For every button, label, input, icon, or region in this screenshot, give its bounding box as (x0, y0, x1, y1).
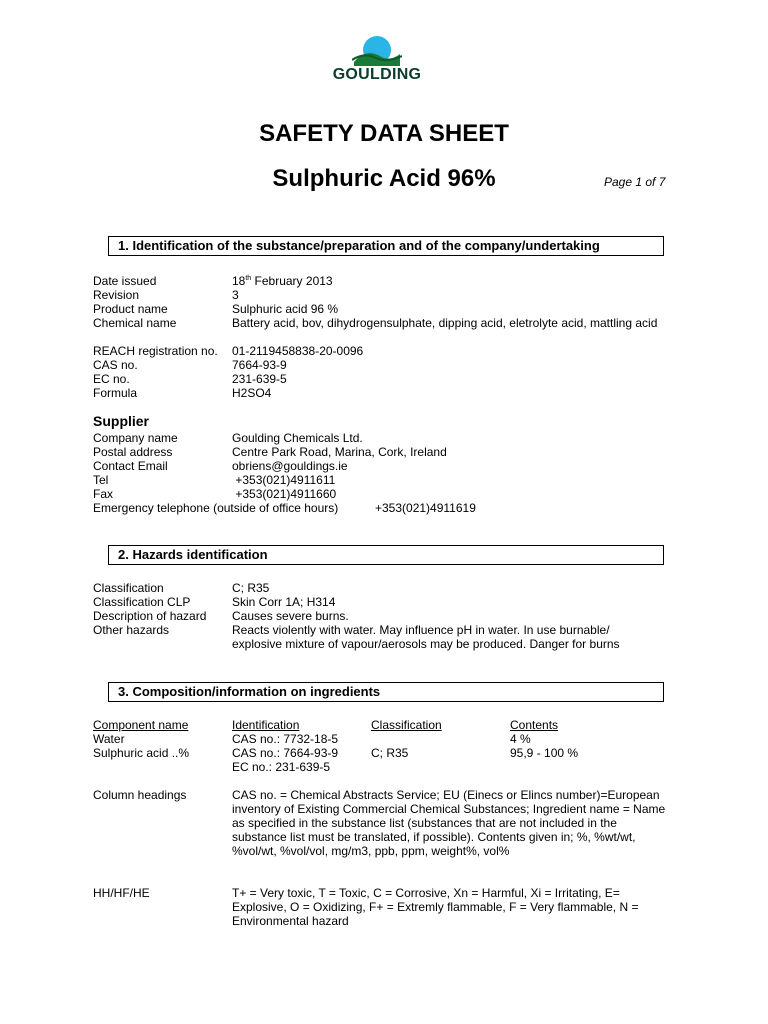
column-header: Identification (232, 718, 300, 732)
field-value: 231-639-5 (232, 372, 287, 386)
field-value: Sulphuric acid 96 % (232, 302, 339, 316)
column-headings-text: CAS no. = Chemical Abstracts Service; EU (Einecs or Elincs number)=European inventory of Existing Commercial Chemical Substances; Ingredient name = Name as specified in the substance list (substances that are not included in the substance list must be translated, if possible). Contents given in; %, %wt/wt, %vol/wt, %vol/vol, mg/m3, ppb, ppm, weight%, vol% (232, 788, 666, 858)
field-label: Other hazards (93, 623, 170, 637)
field-value: Causes severe burns. (232, 609, 349, 623)
field-label: Revision (93, 288, 140, 302)
field-label: Classification CLP (93, 595, 191, 609)
emergency-value: +353(021)4911619 (375, 501, 476, 515)
field-label: Company name (93, 431, 178, 445)
goulding-sun-hill-icon (352, 36, 402, 66)
emergency-label: Emergency telephone (outside of office hours) (93, 501, 339, 515)
section-2-heading-text: 2. Hazards identification (118, 547, 268, 562)
section-3-heading (108, 682, 664, 702)
field-label: Chemical name (93, 316, 177, 330)
field-value: Reacts violently with water. May influence pH in water. In use burnable/ explosive mixture of vapour/aerosols may be produced. Danger for burns (232, 623, 620, 651)
field-label: Date issued (93, 274, 157, 288)
table-cell: Sulphuric acid ..% (93, 746, 190, 760)
date-issued-value: 18th February 2013 (232, 274, 333, 288)
table-cell: CAS no.: 7732-18-5 (232, 732, 339, 746)
field-label: Formula (93, 386, 138, 400)
field-value: +353(021)4911611 (232, 473, 336, 487)
field-value: C; R35 (232, 581, 270, 595)
section-1-heading (108, 236, 664, 256)
logo-text: GOULDING (332, 66, 422, 83)
table-cell: 4 % (510, 732, 531, 746)
field-value: Centre Park Road, Marina, Cork, Ireland (232, 445, 447, 459)
table-cell: EC no.: 231-639-5 (232, 760, 331, 774)
field-label: Description of hazard (93, 609, 207, 623)
contact-email: obriens@gouldings.ie (232, 459, 348, 473)
field-label: Tel (93, 473, 109, 487)
column-headings-label: Column headings (93, 788, 187, 802)
table-cell: CAS no.: 7664-93-9 (232, 746, 339, 760)
column-header: Contents (510, 718, 559, 732)
field-label: Classification (93, 581, 164, 595)
column-header: Component name (93, 718, 189, 732)
goulding-logo (332, 36, 422, 92)
field-label: Product name (93, 302, 168, 316)
field-label: Postal address (93, 445, 173, 459)
table-cell: Water (93, 732, 125, 746)
field-label: EC no. (93, 372, 130, 386)
hh-text: T+ = Very toxic, T = Toxic, C = Corrosive, Xn = Harmful, Xi = Irritating, E= Explosive, O = Oxidizing, F+ = Extremly flammable, F = Very flammable, N = Environmental hazard (232, 886, 639, 928)
hh-label: HH/HF/HE (93, 886, 150, 900)
field-value: +353(021)4911660 (232, 487, 337, 501)
page-number: Page 1 of 7 (604, 175, 666, 189)
field-label: Fax (93, 487, 114, 501)
field-value: H2SO4 (232, 386, 272, 400)
field-value: 3 (232, 288, 239, 302)
product-title: Sulphuric Acid 96% (272, 165, 496, 192)
field-label: CAS no. (93, 358, 138, 372)
column-header: Classification (371, 718, 442, 732)
supplier-heading: Supplier (93, 413, 150, 429)
field-value: 7664-93-9 (232, 358, 287, 372)
field-value: 01-2119458838-20-0096 (232, 344, 364, 358)
table-cell: C; R35 (371, 746, 409, 760)
section-3-heading-text: 3. Composition/information on ingredients (118, 684, 381, 699)
field-value: Battery acid, bov, dihydrogensulphate, dipping acid, eletrolyte acid, mattling acid (232, 316, 658, 330)
document-title: SAFETY DATA SHEET (259, 120, 509, 147)
section-2-heading (108, 545, 664, 565)
field-label: Contact Email (93, 459, 168, 473)
field-value: Goulding Chemicals Ltd. (232, 431, 363, 445)
table-cell: 95,9 - 100 % (510, 746, 579, 760)
section-1-heading-text: 1. Identification of the substance/preparation and of the company/undertaking (118, 238, 600, 253)
field-value: Skin Corr 1A; H314 (232, 595, 336, 609)
field-label: REACH registration no. (93, 344, 218, 358)
